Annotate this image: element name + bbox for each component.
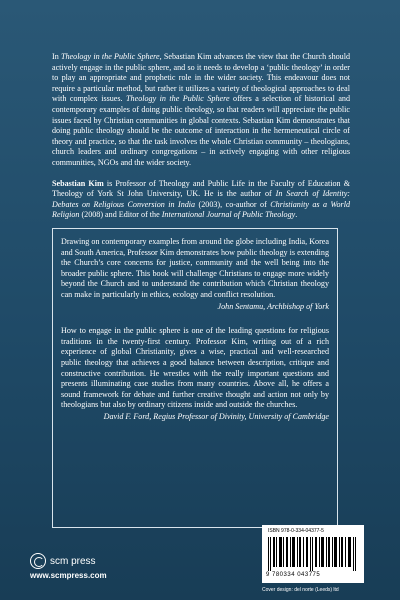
text-run: (2003), co-author of (195, 199, 271, 209)
endorsement-quote: Drawing on contemporary examples from around the globe including India, Korea and South America, Professor Kim demonstrates how public theology is extending the Church’s core concerns for justice, community and the well being into the broader public sphere. This book will challenge Christians to engage more widely beyond the Church and to understand the contribution which Christian theology can make in particularly in ethics, ecology and conflict resolution. (61, 237, 329, 299)
text-run: is Professor of Theology and Public Life in the Faculty of Education & Theology of York St John University, UK. He is the author of (52, 178, 350, 199)
cover-design-credit: Cover design: del norte (Leeds) ltd (262, 587, 339, 593)
description-paragraph (52, 52, 350, 169)
publisher-logo (30, 553, 96, 569)
text-run: In (52, 52, 61, 61)
publisher-name: scm press (50, 555, 96, 567)
description-block (52, 52, 350, 221)
barcode-panel (262, 525, 364, 583)
isbn-text: ISBN 978-0-334-04377-5 (268, 528, 324, 534)
endorsement-quote: How to engage in the public sphere is one of the leading questions for religious traditions in the twenty-first century. Professor Kim, writing out of a rich experience of global Christianity, gives a wise, practical and well-researched public theology that achieves a good balance between description, critique and constructive contribution. He wrestles with the really important questions and presents illuminating case studies from many countries. Above all, he offers a sound framework for debate and further creative thought and action not only by theologians but also by ordinary citizens inside and outside the churches. (61, 326, 329, 410)
author-bio (52, 179, 350, 221)
journal-title: International Journal of Public Theology (161, 210, 296, 220)
book-title: Theology in the Public Sphere (61, 52, 160, 61)
endorsements-box (52, 228, 338, 528)
text-run: offers a selection of historical and contemporary examples of doing public theology, so that readers will appreciate the public issues faced by Christian communities in global contexts. Sebastian Kim demonstrates that doing public theology should be the outcome of interaction in the hermeneutical circle of theory and practice, so that the task involves the whole Christian community – theologians, church leaders and ordinary congregations – in actively engaging with other religious communities, NGOs and the wider society. (52, 94, 351, 167)
text-run: (2008) and Editor of the (79, 210, 162, 220)
text-run: , Sebastian Kim advances the view that the Church should actively engage in the public sphere, and so it needs to develop a ‘public theology’ in order to play an appropriate and prophetic role in the wider society. This endeavour does not require a particular method, but rather it utilizes a variety of theological approaches to deal with complex issues. (52, 52, 350, 104)
endorsement-attribution: David F. Ford, Regius Professor of Divinity, University of Cambridge (103, 411, 329, 421)
endorsement-attribution: John Sentamu, Archbishop of York (217, 301, 329, 311)
publisher-website: www.scmpress.com (30, 571, 107, 580)
author-name: Sebastian Kim (52, 178, 104, 188)
book-title: Theology in the Public Sphere (126, 94, 230, 104)
text-run: . (295, 210, 298, 220)
ean-digits: 9 780334 043775 (266, 572, 321, 578)
book-title: In Search of Identity: Debates on Religious Conversion in India (52, 189, 350, 209)
scm-logo-icon (30, 553, 46, 569)
book-title: Christianity as a World Religion (52, 199, 350, 220)
barcode-bars (268, 537, 358, 571)
